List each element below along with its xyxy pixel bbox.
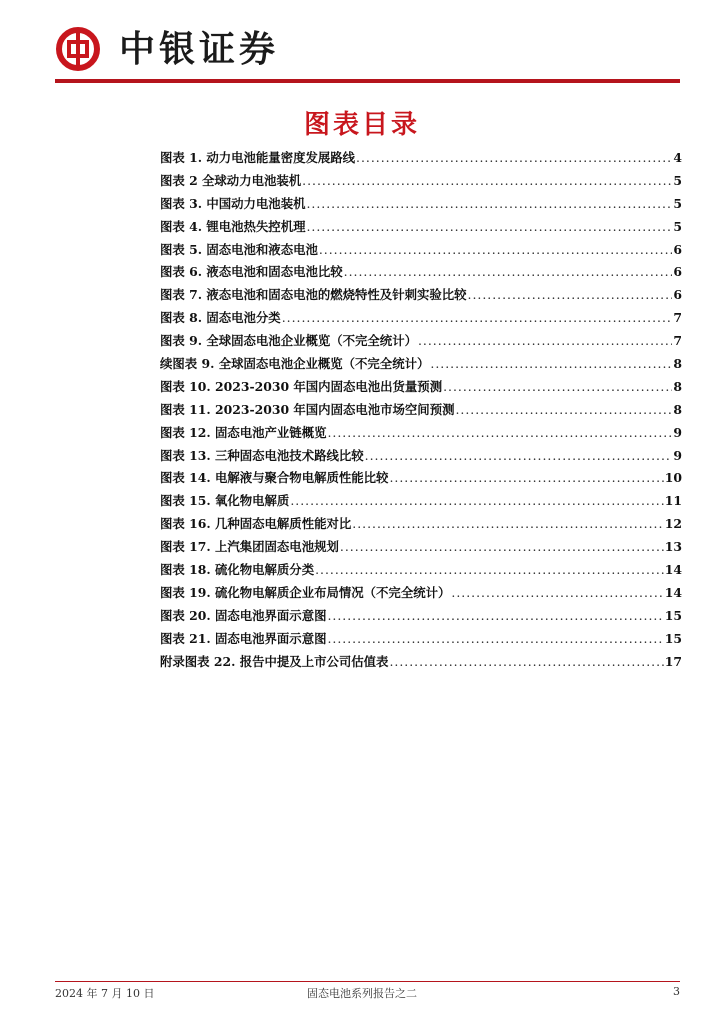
toc-leader-dots <box>319 242 673 257</box>
toc-entry-label: 图表 14. 电解液与聚合物电解质性能比较 <box>160 470 389 486</box>
toc-leader-dots <box>365 448 673 463</box>
toc-entry-page: 13 <box>664 539 682 555</box>
toc-entry-label: 图表 9. 全球固态电池企业概览（不完全统计） <box>160 333 417 349</box>
toc-entry[interactable] <box>160 331 682 354</box>
toc-leader-dots <box>282 310 673 325</box>
toc-entry-label: 图表 5. 固态电池和液态电池 <box>160 241 318 257</box>
toc-entry-page: 6 <box>673 264 682 280</box>
toc-entry-page: 5 <box>673 218 682 234</box>
table-of-figures <box>160 148 682 674</box>
toc-leader-dots <box>443 379 672 394</box>
toc-entry-label: 图表 7. 液态电池和固态电池的燃烧特性及针刺实验比较 <box>160 287 467 303</box>
toc-entry-label: 图表 2 全球动力电池装机 <box>160 172 302 188</box>
footer-page-number: 3 <box>673 985 680 998</box>
toc-entry[interactable] <box>160 583 682 606</box>
toc-entry[interactable] <box>160 491 682 514</box>
toc-entry-page: 8 <box>673 401 682 417</box>
toc-leader-dots <box>352 516 663 531</box>
toc-entry-page: 17 <box>664 653 682 669</box>
toc-entry[interactable] <box>160 194 682 217</box>
toc-entry-label: 图表 8. 固态电池分类 <box>160 310 281 326</box>
toc-leader-dots <box>302 173 672 188</box>
toc-entry-page: 8 <box>673 356 682 372</box>
toc-entry-label: 续图表 9. 全球固态电池企业概览（不完全统计） <box>160 356 430 372</box>
toc-leader-dots <box>430 356 672 371</box>
toc-entry-label: 图表 4. 锂电池热失控机理 <box>160 218 306 234</box>
toc-entry[interactable] <box>160 171 682 194</box>
toc-entry-label: 图表 13. 三种固态电池技术路线比较 <box>160 447 364 463</box>
toc-entry-page: 8 <box>673 378 682 394</box>
toc-entry-label: 图表 11. 2023-2030 年国内固态电池市场空间预测 <box>160 401 455 417</box>
toc-entry-label: 图表 12. 固态电池产业链概览 <box>160 424 327 440</box>
toc-entry[interactable] <box>160 652 682 675</box>
toc-entry[interactable] <box>160 217 682 240</box>
toc-entry-page: 7 <box>673 333 682 349</box>
toc-entry[interactable] <box>160 468 682 491</box>
toc-leader-dots <box>451 585 663 600</box>
toc-entry-page: 5 <box>673 195 682 211</box>
toc-entry-page: 6 <box>673 241 682 257</box>
toc-entry-page: 14 <box>664 584 682 600</box>
toc-entry-label: 图表 18. 硫化物电解质分类 <box>160 562 315 578</box>
bank-of-china-logo-icon <box>55 26 101 72</box>
toc-entry-page: 15 <box>664 607 682 623</box>
toc-entry-label: 图表 20. 固态电池界面示意图 <box>160 607 327 623</box>
toc-entry-label: 图表 15. 氧化物电解质 <box>160 493 290 509</box>
toc-entry[interactable] <box>160 400 682 423</box>
toc-entry-page: 9 <box>673 447 682 463</box>
toc-entry-page: 10 <box>664 470 682 486</box>
toc-leader-dots <box>356 150 672 165</box>
toc-entry-label: 图表 19. 硫化物电解质企业布局情况（不完全统计） <box>160 584 451 600</box>
toc-leader-dots <box>290 493 663 508</box>
toc-entry[interactable] <box>160 629 682 652</box>
toc-entry-page: 15 <box>664 630 682 646</box>
toc-entry-label: 图表 6. 液态电池和固态电池比较 <box>160 264 343 280</box>
toc-entry-page: 4 <box>673 150 682 165</box>
toc-leader-dots <box>327 608 663 623</box>
toc-entry[interactable] <box>160 606 682 629</box>
toc-entry-page: 9 <box>673 424 682 440</box>
toc-entry[interactable] <box>160 537 682 560</box>
toc-entry[interactable] <box>160 262 682 285</box>
toc-leader-dots <box>389 654 663 669</box>
toc-entry[interactable] <box>160 514 682 537</box>
toc-entry[interactable] <box>160 148 682 171</box>
toc-leader-dots <box>306 196 672 211</box>
toc-leader-dots <box>306 219 672 234</box>
page-header <box>55 26 680 78</box>
toc-entry[interactable] <box>160 377 682 400</box>
toc-entry[interactable] <box>160 240 682 263</box>
toc-entry-label: 图表 16. 几种固态电解质性能对比 <box>160 516 352 532</box>
toc-leader-dots <box>455 402 672 417</box>
toc-entry-page: 11 <box>664 493 682 509</box>
toc-entry[interactable] <box>160 354 682 377</box>
toc-entry-page: 5 <box>673 172 682 188</box>
toc-leader-dots <box>389 470 663 485</box>
toc-entry-page: 7 <box>673 310 682 326</box>
toc-entry-page: 12 <box>664 516 682 532</box>
toc-entry[interactable] <box>160 446 682 469</box>
toc-leader-dots <box>418 333 672 348</box>
toc-entry-label: 图表 10. 2023-2030 年国内固态电池出货量预测 <box>160 378 443 394</box>
toc-entry-page: 6 <box>673 287 682 303</box>
brand-name: 中银证券 <box>119 29 280 70</box>
toc-entry[interactable] <box>160 560 682 583</box>
toc-leader-dots <box>344 264 673 279</box>
footer-series-title: 固态电池系列报告之二 <box>307 987 417 1000</box>
toc-entry-label: 图表 3. 中国动力电池装机 <box>160 195 306 211</box>
toc-entry[interactable] <box>160 285 682 308</box>
toc-entry-label: 图表 1. 动力电池能量密度发展路线 <box>160 150 356 165</box>
header-rule <box>55 79 680 83</box>
toc-entry-page: 14 <box>664 562 682 578</box>
toc-leader-dots <box>315 562 664 577</box>
toc-entry[interactable] <box>160 308 682 331</box>
footer-date: 2024 年 7 月 10 日 <box>55 987 155 1000</box>
toc-leader-dots <box>327 631 663 646</box>
toc-entry-label: 图表 17. 上汽集团固态电池规划 <box>160 539 339 555</box>
toc-leader-dots <box>327 425 672 440</box>
toc-entry[interactable] <box>160 423 682 446</box>
toc-entry-label: 图表 21. 固态电池界面示意图 <box>160 630 327 646</box>
page-title: 图表目录 <box>303 110 420 140</box>
footer-rule <box>55 981 680 982</box>
toc-entry-label: 附录图表 22. 报告中提及上市公司估值表 <box>160 653 389 669</box>
toc-leader-dots <box>340 539 664 554</box>
toc-leader-dots <box>468 287 673 302</box>
